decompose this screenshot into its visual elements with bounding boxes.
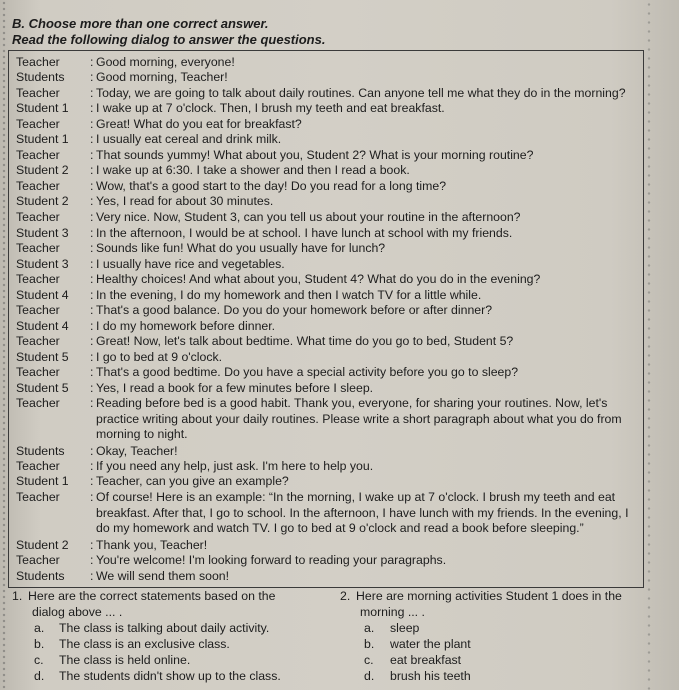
dialog-text: I usually eat cereal and drink milk.: [96, 132, 282, 146]
dialog-speaker: Teacher: [16, 490, 60, 504]
dialog-colon: :: [90, 459, 94, 473]
dialog-colon: :: [90, 241, 94, 255]
dialog-colon: :: [90, 55, 94, 69]
dialog-colon: :: [90, 474, 94, 488]
dialog-colon: :: [90, 365, 94, 379]
option-text: The class is talking about daily activity.: [59, 621, 270, 635]
dialog-text: In the evening, I do my homework and then I watch TV for a little while.: [96, 288, 482, 302]
dialog-text: We will send them soon!: [96, 569, 230, 583]
dialog-speaker: Teacher: [16, 303, 60, 317]
dialog-text: Teacher, can you give an example?: [96, 474, 289, 488]
option-letter: a.: [364, 621, 375, 635]
option-letter: d.: [34, 669, 45, 683]
option-letter: c.: [364, 653, 374, 667]
dialog-text: If you need any help, just ask. I'm here to help you.: [96, 459, 374, 473]
dialog-line: [8, 210, 648, 225]
dialog-colon: :: [90, 210, 94, 224]
dialog-speaker: Teacher: [16, 117, 60, 131]
answer-option[interactable]: [34, 653, 334, 668]
dialog-line: [8, 459, 648, 474]
dialog-line: [8, 148, 648, 163]
dialog-line: [8, 569, 648, 584]
dialog-line: [8, 70, 648, 85]
dialog-line: [8, 86, 648, 101]
dialog-speaker: Student 2: [16, 163, 69, 177]
dialog-text: I wake up at 6:30. I take a shower and then I read a book.: [96, 163, 410, 177]
dialog-colon: :: [90, 490, 94, 504]
dialog-line: [8, 553, 648, 568]
dialog-colon: :: [90, 303, 94, 317]
dialog-line: [8, 444, 648, 459]
section-title: B. Choose more than one correct answer.: [12, 16, 269, 31]
dialog-speaker: Students: [16, 70, 65, 84]
dialog-line: [8, 55, 648, 70]
dialog-speaker: Teacher: [16, 272, 60, 286]
dialog-text: Okay, Teacher!: [96, 444, 178, 458]
dialog-speaker: Student 1: [16, 474, 69, 488]
dialog-colon: :: [90, 101, 94, 115]
dialog-speaker: Student 5: [16, 381, 69, 395]
dialog-colon: :: [90, 272, 94, 286]
dialog-text: You're welcome! I'm looking forward to reading your paragraphs.: [96, 553, 447, 567]
dialog-line: [8, 179, 648, 194]
dialog-speaker: Teacher: [16, 86, 60, 100]
answer-option[interactable]: [34, 669, 334, 684]
dialog-text: In the afternoon, I would be at school. I have lunch at school with my friends.: [96, 226, 513, 240]
dialog-colon: :: [90, 226, 94, 240]
dialog-speaker: Students: [16, 444, 65, 458]
dialog-speaker: Student 3: [16, 257, 69, 271]
answer-option[interactable]: [34, 621, 334, 636]
dialog-colon: :: [90, 444, 94, 458]
question-stem-cont: dialog above ... .: [32, 605, 123, 619]
dialog-line: [8, 117, 648, 132]
dialog-text: Good morning, everyone!: [96, 55, 235, 69]
dialog-speaker: Teacher: [16, 396, 60, 410]
option-letter: d.: [364, 669, 375, 683]
dialog-text: I go to bed at 9 o'clock.: [96, 350, 223, 364]
option-text: brush his teeth: [390, 669, 471, 683]
section-header: [12, 16, 326, 47]
option-text: sleep: [390, 621, 420, 635]
dialog-text: Great! What do you eat for breakfast?: [96, 117, 302, 131]
answer-option[interactable]: [364, 621, 664, 636]
dialog-speaker: Teacher: [16, 459, 60, 473]
dialog-line: [8, 303, 648, 318]
dialog-text: Today, we are going to talk about daily routines. Can anyone tell me what they do in the morning?: [96, 86, 626, 100]
dialog-line: [8, 226, 648, 241]
dialog-speaker: Teacher: [16, 148, 60, 162]
answer-option[interactable]: [364, 653, 664, 668]
dialog-line: [8, 319, 648, 334]
dialog-text: Reading before bed is a good habit. Thank you, everyone, for sharing your routines. Now, let's practice writing about your daily routines. Please write a short paragraph about what you do from morning to night.: [96, 396, 622, 441]
dialog-speaker: Student 3: [16, 226, 69, 240]
dialog-speaker: Student 4: [16, 288, 69, 302]
dialog-colon: :: [90, 148, 94, 162]
dialog-speaker: Student 2: [16, 194, 69, 208]
dialog-colon: :: [90, 350, 94, 364]
dialog-text: Sounds like fun! What do you usually have for lunch?: [96, 241, 386, 255]
dialog-speaker: Student 2: [16, 538, 69, 552]
dialog-line: [8, 334, 648, 349]
option-letter: a.: [34, 621, 45, 635]
dialog-text: Yes, I read for about 30 minutes.: [96, 194, 274, 208]
dialog-speaker: Student 5: [16, 350, 69, 364]
dialog-line: [8, 257, 648, 272]
dialog-speaker: Teacher: [16, 553, 60, 567]
option-text: The class is held online.: [59, 653, 191, 667]
dialog-colon: :: [90, 319, 94, 333]
dialog-text: Healthy choices! And what about you, Student 4? What do you do in the evening?: [96, 272, 541, 286]
question-stem-cont: morning ... .: [360, 605, 425, 619]
dialog-text: That sounds yummy! What about you, Student 2? What is your morning routine?: [96, 148, 534, 162]
binding-edge-left: [2, 0, 6, 690]
dialog-colon: :: [90, 381, 94, 395]
dialog-speaker: Teacher: [16, 334, 60, 348]
dialog-colon: :: [90, 117, 94, 131]
dialog-speaker: Student 1: [16, 132, 69, 146]
dialog-line: [8, 350, 648, 365]
dialog-colon: :: [90, 288, 94, 302]
dialog-text: That's a good bedtime. Do you have a special activity before you go to sleep?: [96, 365, 519, 379]
dialog-text: Great! Now, let's talk about bedtime. What time do you go to bed, Student 5?: [96, 334, 514, 348]
question-number: 2.: [340, 589, 351, 603]
dialog-colon: :: [90, 569, 94, 583]
dialog-colon: :: [90, 132, 94, 146]
question-number: 1.: [12, 589, 23, 603]
dialog-colon: :: [90, 163, 94, 177]
dialog-line: [8, 538, 648, 553]
option-letter: b.: [34, 637, 45, 651]
dialog-text: Wow, that's a good start to the day! Do you read for a long time?: [96, 179, 447, 193]
dialog-speaker: Teacher: [16, 210, 60, 224]
dialog-speaker: Teacher: [16, 241, 60, 255]
dialog-line: [8, 474, 648, 489]
dialog-colon: :: [90, 70, 94, 84]
dialog-text: Good morning, Teacher!: [96, 70, 228, 84]
dialog-speaker: Student 1: [16, 101, 69, 115]
dialog-colon: :: [90, 334, 94, 348]
question-stem: Here are morning activities Student 1 does in the: [356, 589, 622, 603]
dialog-text: Yes, I read a book for a few minutes before I sleep.: [96, 381, 374, 395]
dialog-line: [8, 163, 648, 178]
option-text: eat breakfast: [390, 653, 462, 667]
dialog-text: I do my homework before dinner.: [96, 319, 276, 333]
dialog-colon: :: [90, 194, 94, 208]
dialog-speaker: Teacher: [16, 179, 60, 193]
answer-option[interactable]: [364, 669, 664, 684]
dialog-text: I usually have rice and vegetables.: [96, 257, 285, 271]
dialog-line: [8, 101, 648, 116]
dialog-text: That's a good balance. Do you do your homework before or after dinner?: [96, 303, 493, 317]
dialog-line: [8, 241, 648, 256]
dialog-speaker: Student 4: [16, 319, 69, 333]
dialog-text: Thank you, Teacher!: [96, 538, 208, 552]
dialog-colon: :: [90, 179, 94, 193]
dialog-colon: :: [90, 553, 94, 567]
dialog-colon: :: [90, 86, 94, 100]
dialog-text: Of course! Here is an example: “In the morning, I wake up at 7 o'clock. I brush my teeth and eat breakfast. After that, I go to school. In the afternoon, I have lunch with my friends. In the evening, I do my homework and watch TV. I go to bed at 9 o'clock and read a book before sleeping.”: [96, 490, 629, 535]
dialog-line: [8, 272, 648, 287]
option-text: The class is an exclusive class.: [59, 637, 230, 651]
dialog-line: [8, 490, 648, 537]
dialog-colon: :: [90, 396, 94, 410]
dialog-colon: :: [90, 257, 94, 271]
question-stem: Here are the correct statements based on the: [28, 589, 276, 603]
dialog-speaker: Students: [16, 569, 65, 583]
dialog-text: Very nice. Now, Student 3, can you tell us about your routine in the afternoon?: [96, 210, 521, 224]
section-instruction: Read the following dialog to answer the questions.: [12, 32, 326, 47]
option-text: water the plant: [390, 637, 471, 651]
dialog-speaker: Teacher: [16, 365, 60, 379]
dialog-line: [8, 365, 648, 380]
dialog-line: [8, 396, 648, 443]
option-text: The students didn't show up to the class.: [59, 669, 281, 683]
option-letter: b.: [364, 637, 375, 651]
answer-option[interactable]: [34, 637, 334, 652]
dialog-colon: :: [90, 538, 94, 552]
dialog-line: [8, 288, 648, 303]
dialog-line: [8, 132, 648, 147]
dialog-text: I wake up at 7 o'clock. Then, I brush my teeth and eat breakfast.: [96, 101, 445, 115]
dialog-speaker: Teacher: [16, 55, 60, 69]
dialog-line: [8, 381, 648, 396]
answer-option[interactable]: [364, 637, 664, 652]
dialog-line: [8, 194, 648, 209]
option-letter: c.: [34, 653, 44, 667]
